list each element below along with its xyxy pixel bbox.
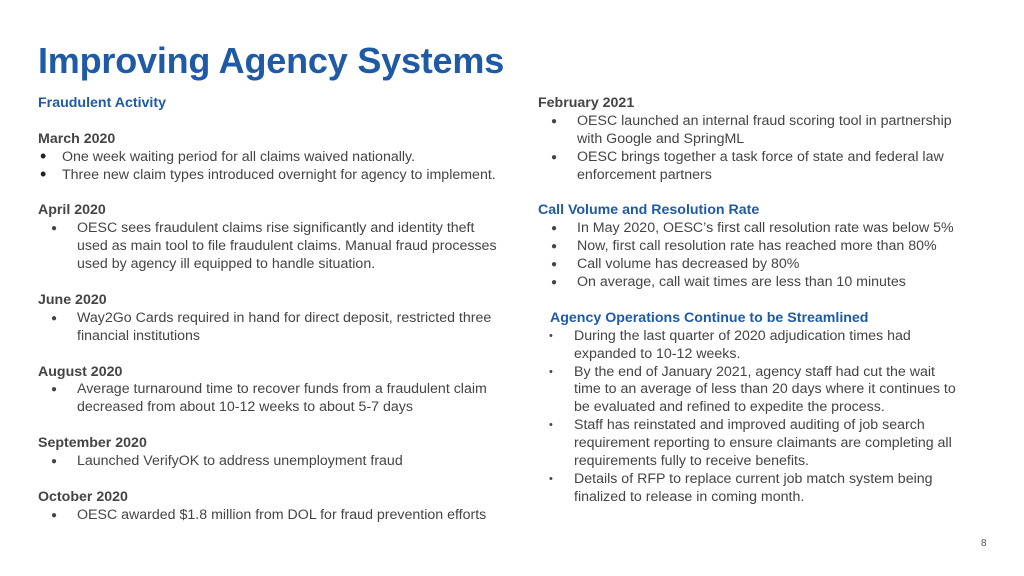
march-2020-list (38, 149, 508, 185)
heading-august-2020: August 2020 (38, 363, 123, 380)
section-title-call-volume: Call Volume and Resolution Rate (538, 202, 760, 219)
section-title-operations: Agency Operations Continue to be Streamlined (550, 309, 869, 326)
list-item: • One week waiting period for all claims waived nationally. (38, 149, 508, 167)
june-2020-list (38, 310, 508, 346)
list-item: ● OESC launched an internal fraud scoring tool in partnership with Google and SpringML (538, 113, 958, 149)
list-item: ● OESC brings together a task force of state and federal law enforcement partners (538, 149, 958, 185)
april-2020-list (38, 220, 508, 274)
list-item: ● OESC awarded $1.8 million from DOL for fraud prevention efforts (38, 507, 508, 525)
slide-title: Improving Agency Systems (38, 40, 505, 81)
october-2020-list (38, 507, 508, 525)
call-volume-list (538, 220, 958, 292)
list-item: ● Average turnaround time to recover funds from a fraudulent claim decreased from about 10-12 weeks to about 5-7 days (38, 381, 508, 417)
list-item: • Three new claim types introduced overnight for agency to implement. (38, 167, 508, 185)
page-number: 8 (981, 538, 987, 549)
left-column (38, 95, 508, 525)
section-title-fraud: Fraudulent Activity (38, 95, 166, 111)
heading-april-2020: April 2020 (38, 202, 106, 219)
february-2021-list (538, 113, 958, 185)
august-2020-list (38, 381, 508, 417)
list-item: ● Call volume has decreased by 80% (538, 256, 958, 274)
list-item: ● Now, first call resolution rate has reached more than 80% (538, 238, 958, 256)
heading-september-2020: September 2020 (38, 435, 147, 452)
list-item: • By the end of January 2021, agency staff had cut the wait time to an average of less than 20 days where it continues to be evaluated and refined to expedite the process. (538, 364, 958, 418)
list-item: ● OESC sees fraudulent claims rise significantly and identity theft used as main tool to file fraudulent claims. Manual fraud processes used by agency ill equipped to handle situation. (38, 220, 508, 274)
september-2020-list (38, 453, 508, 471)
list-item: ● In May 2020, OESC’s first call resolution rate was below 5% (538, 220, 958, 238)
heading-october-2020: October 2020 (38, 488, 128, 505)
operations-list (538, 328, 958, 507)
list-item: ● On average, call wait times are less than 10 minutes (538, 274, 958, 292)
list-item: ● Way2Go Cards required in hand for direct deposit, restricted three financial institutions (38, 310, 508, 346)
heading-february-2021: February 2021 (538, 95, 635, 111)
list-item: ● Launched VerifyOK to address unemployment fraud (38, 453, 508, 471)
list-item: • During the last quarter of 2020 adjudication times had expanded to 10-12 weeks. (538, 328, 958, 364)
heading-june-2020: June 2020 (38, 291, 107, 308)
right-column (538, 95, 958, 507)
list-item: • Details of RFP to replace current job match system being finalized to release in coming month. (538, 471, 958, 507)
heading-march-2020: March 2020 (38, 130, 116, 147)
list-item: • Staff has reinstated and improved auditing of job search requirement reporting to ensure claimants are completing all requirements fully to receive benefits. (538, 417, 958, 471)
